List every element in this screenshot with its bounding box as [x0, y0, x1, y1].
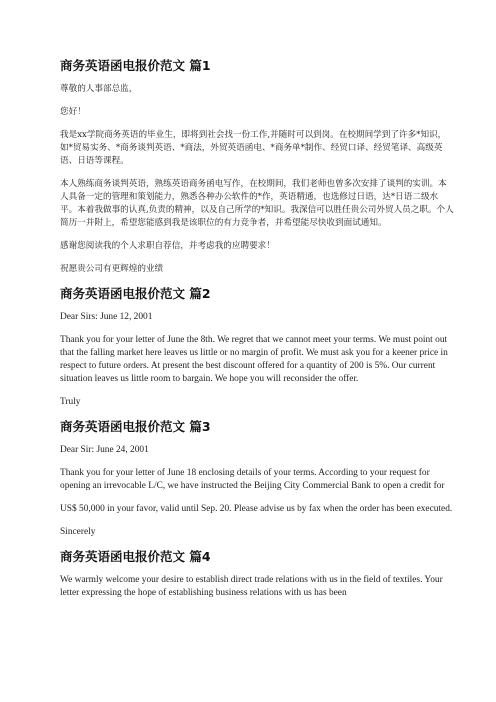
body-paragraph: 感谢您阅读我的个人求职自荐信，并考虑我的应聘要求！: [60, 241, 275, 251]
section-2: [60, 286, 454, 409]
body-paragraph: US$ 50,000 in your favor, valid until Sep. 20. Please advise us by fax when the order has been executed.: [60, 504, 453, 514]
closing: 祝愿贵公司有更辉煌的业绩: [60, 264, 164, 274]
body-paragraph: 我是xx学院商务英语的毕业生，即将到社会找一份工作,并随时可以到岗。在校期间学到了许多*知识，如*贸易实务、*商务谈判英语、*商法，外贸英语函电、*商务单*制作、经贸口译、经贸笔译、高级英语、日语等课程。: [60, 130, 447, 166]
section-title: 商务英语函电报价范文 篇2: [60, 286, 211, 301]
section-3: [60, 419, 454, 539]
greeting: 您好！: [60, 107, 86, 117]
section-4: [60, 549, 454, 600]
letter-header: Dear Sirs: June 12, 2001: [60, 312, 153, 322]
letter-header: Dear Sir: June 24, 2001: [60, 445, 149, 455]
section-title: 商务英语函电报价范文 篇4: [60, 549, 211, 564]
section-1: [60, 58, 454, 276]
section-title: 商务英语函电报价范文 篇3: [60, 419, 211, 434]
salutation: 尊敬的人事部总监，: [60, 84, 138, 94]
closing: Sincerely: [60, 527, 96, 537]
body-paragraph: 本人熟练商务谈判英语，熟练英语商务函电写作，在校期间，我们老师也曾多次安排了谈判的实训。本人具备一定的管理和策划能力，熟悉各种办公软件的*作，英语精通，也选修过日语，达*日语二级水平。本着我做事的认真,负责的精神，以及自己所学的*知识。我深信可以胜任贵公司外贸人员之职。个人简历一并附上，希望您能感到我是该职位的有力竞争者，并希望能尽快收到面试通知。: [60, 179, 454, 228]
closing: Truly: [60, 397, 81, 407]
body-paragraph: Thank you for your letter of June 18 enclosing details of your terms. According to your request for opening an irrevocable L/C, we have instructed the Beijing City Commercial Bank to open a credit for: [60, 468, 445, 491]
body-paragraph: Thank you for your letter of June the 8th. We regret that we cannot meet your terms. We must point out that the falling market here leaves us little or no margin of profit. We must ask you for a keener price in respect to future orders. At present the best discount offered for a quantity of 200 is 5%. Our current situation leaves us little room to bargain. We hope you will reconsider the offer.: [60, 335, 448, 384]
section-title: 商务英语函电报价范文 篇1: [60, 58, 211, 73]
body-paragraph: We warmly welcome your desire to establish direct trade relations with us in the field of textiles. Your letter expressing the hope of establishing business relations with us has been: [60, 575, 443, 598]
document-body: [60, 58, 454, 610]
